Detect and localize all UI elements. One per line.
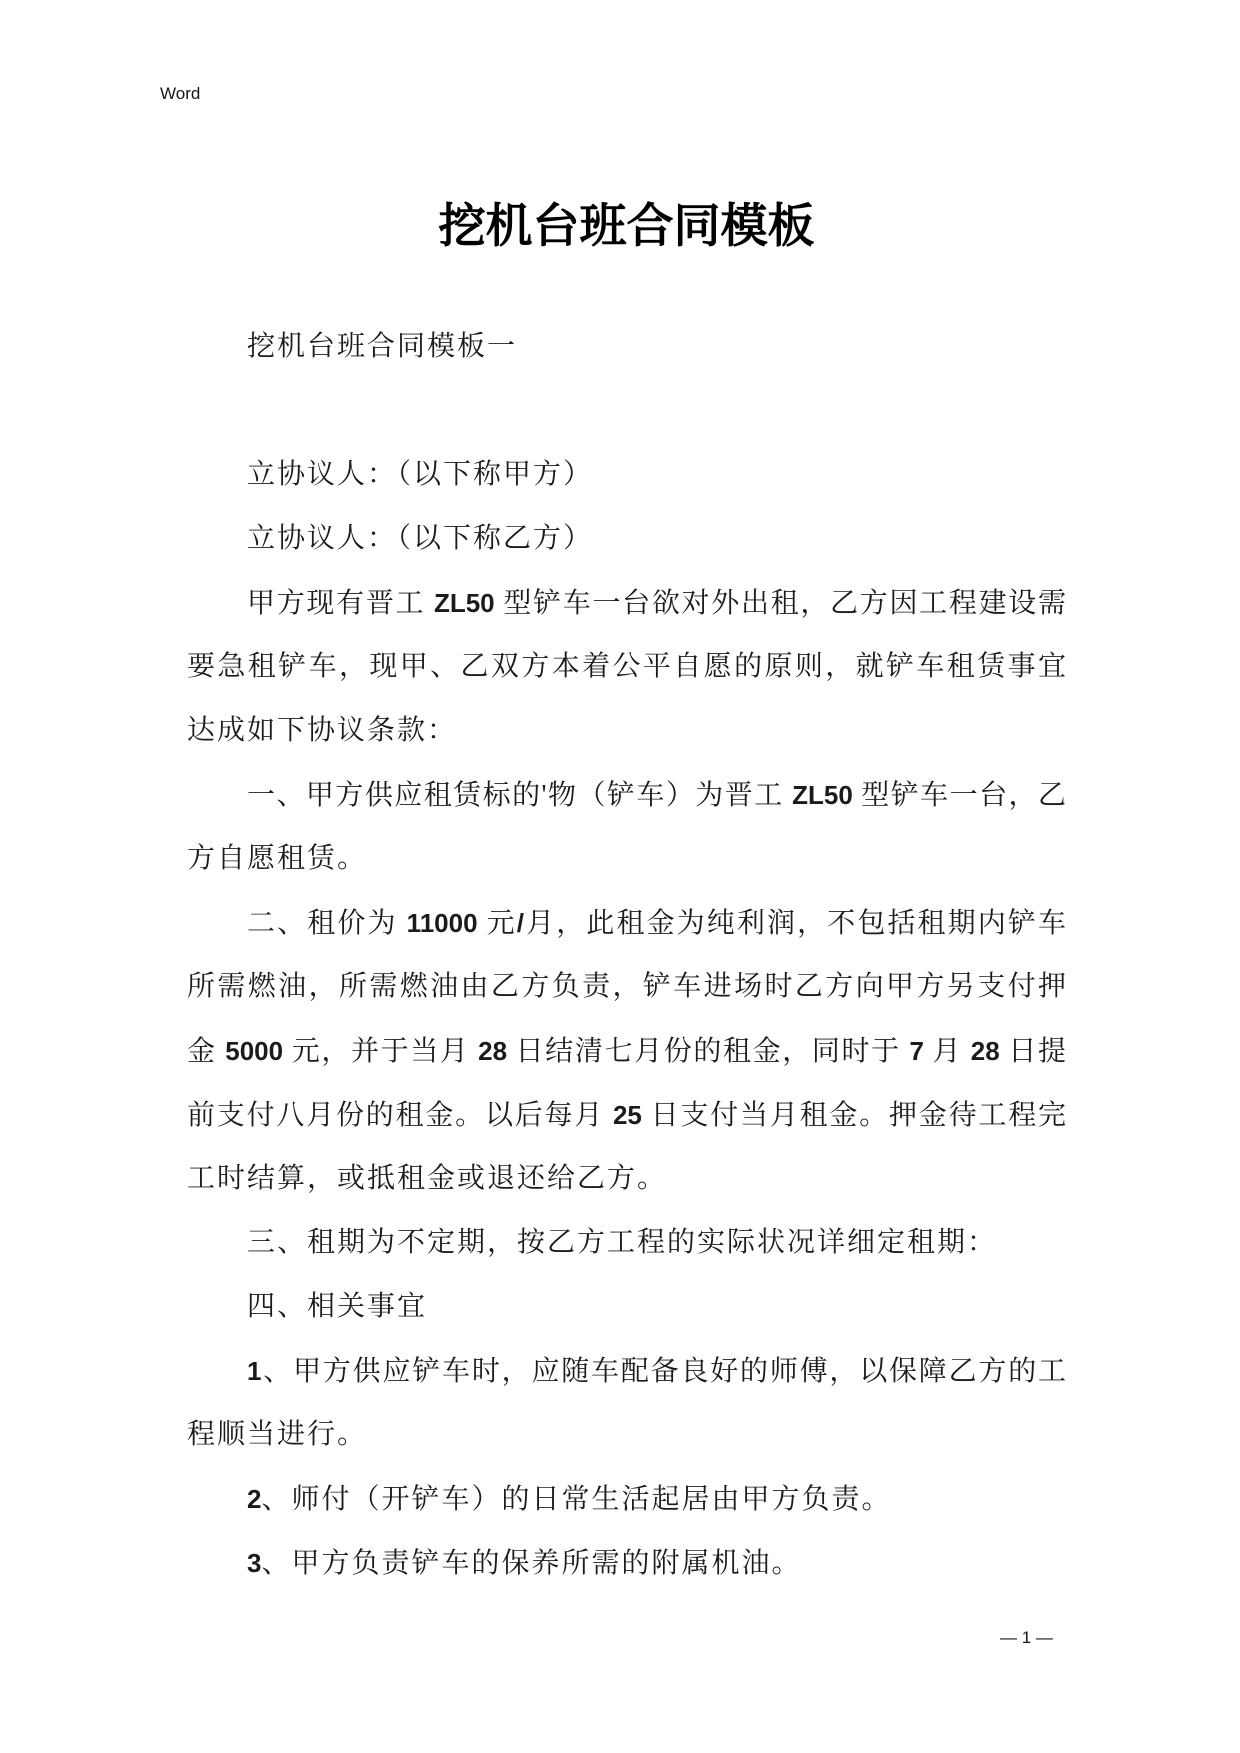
document-title: 挖机台班合同模板 (438, 201, 815, 253)
body-line: 四、相关事宜 (247, 1291, 428, 1322)
body-line: 前支付八月份的租金。以后每月 25 日支付当月租金。押金待工程完 (187, 1100, 1066, 1131)
body-line: 甲方现有晋工 ZL50 型铲车一台欲对外出租，乙方因工程建设需 (247, 588, 1066, 619)
body-line: 一、甲方供应租赁标的'物（铲车）为晋工 ZL50 型铲车一台，乙 (247, 780, 1066, 811)
body-line: 方自愿租赁。 (187, 843, 368, 874)
latin-run: 2 (247, 1484, 262, 1514)
body-line: 3、甲方负责铲车的保养所需的附属机油。 (247, 1548, 802, 1579)
latin-run: ZL50 (792, 780, 853, 810)
latin-run: ZL50 (433, 588, 495, 618)
word-app-label: Word (160, 84, 201, 103)
latin-run: 28 (478, 1036, 508, 1066)
latin-run: 11000 (406, 908, 478, 938)
body-line: 立协议人：（以下称乙方） (247, 523, 594, 554)
latin-run: 28 (970, 1036, 1000, 1066)
latin-run: 7 (909, 1036, 924, 1066)
body-line: 要急租铲车，现甲、乙双方本着公平自愿的原则，就铲车租赁事宜 (187, 651, 1066, 682)
latin-run: / (516, 908, 525, 938)
latin-run: 3 (247, 1548, 262, 1578)
latin-run: 5000 (225, 1036, 284, 1066)
body-line: 挖机台班合同模板一 (247, 331, 518, 362)
body-line: 工时结算，或抵租金或退还给乙方。 (187, 1163, 668, 1194)
latin-run: 25 (612, 1100, 642, 1130)
body-line: 1、甲方供应铲车时，应随车配备良好的师傅，以保障乙方的工 (247, 1356, 1066, 1387)
body-line: 二、租价为 11000 元/月，此租金为纯利润，不包括租期内铲车 (247, 908, 1066, 939)
body-line: 达成如下协议条款： (187, 715, 458, 746)
body-line (187, 379, 1066, 443)
page-number: — 1 — (1000, 1628, 1053, 1647)
document-body (187, 315, 1066, 1595)
body-line: 所需燃油，所需燃油由乙方负责，铲车进场时乙方向甲方另支付押 (187, 971, 1066, 1002)
latin-run: 1 (247, 1356, 262, 1386)
body-line: 三、租期为不定期，按乙方工程的实际状况详细定租期： (247, 1227, 998, 1258)
body-line: 程顺当进行。 (187, 1419, 368, 1450)
body-line: 2、师付（开铲车）的日常生活起居由甲方负责。 (247, 1484, 892, 1515)
body-line: 立协议人：（以下称甲方） (247, 459, 594, 490)
body-line: 金 5000 元，并于当月 28 日结清七月份的租金，同时于 7 月 28 日提 (187, 1036, 1066, 1067)
